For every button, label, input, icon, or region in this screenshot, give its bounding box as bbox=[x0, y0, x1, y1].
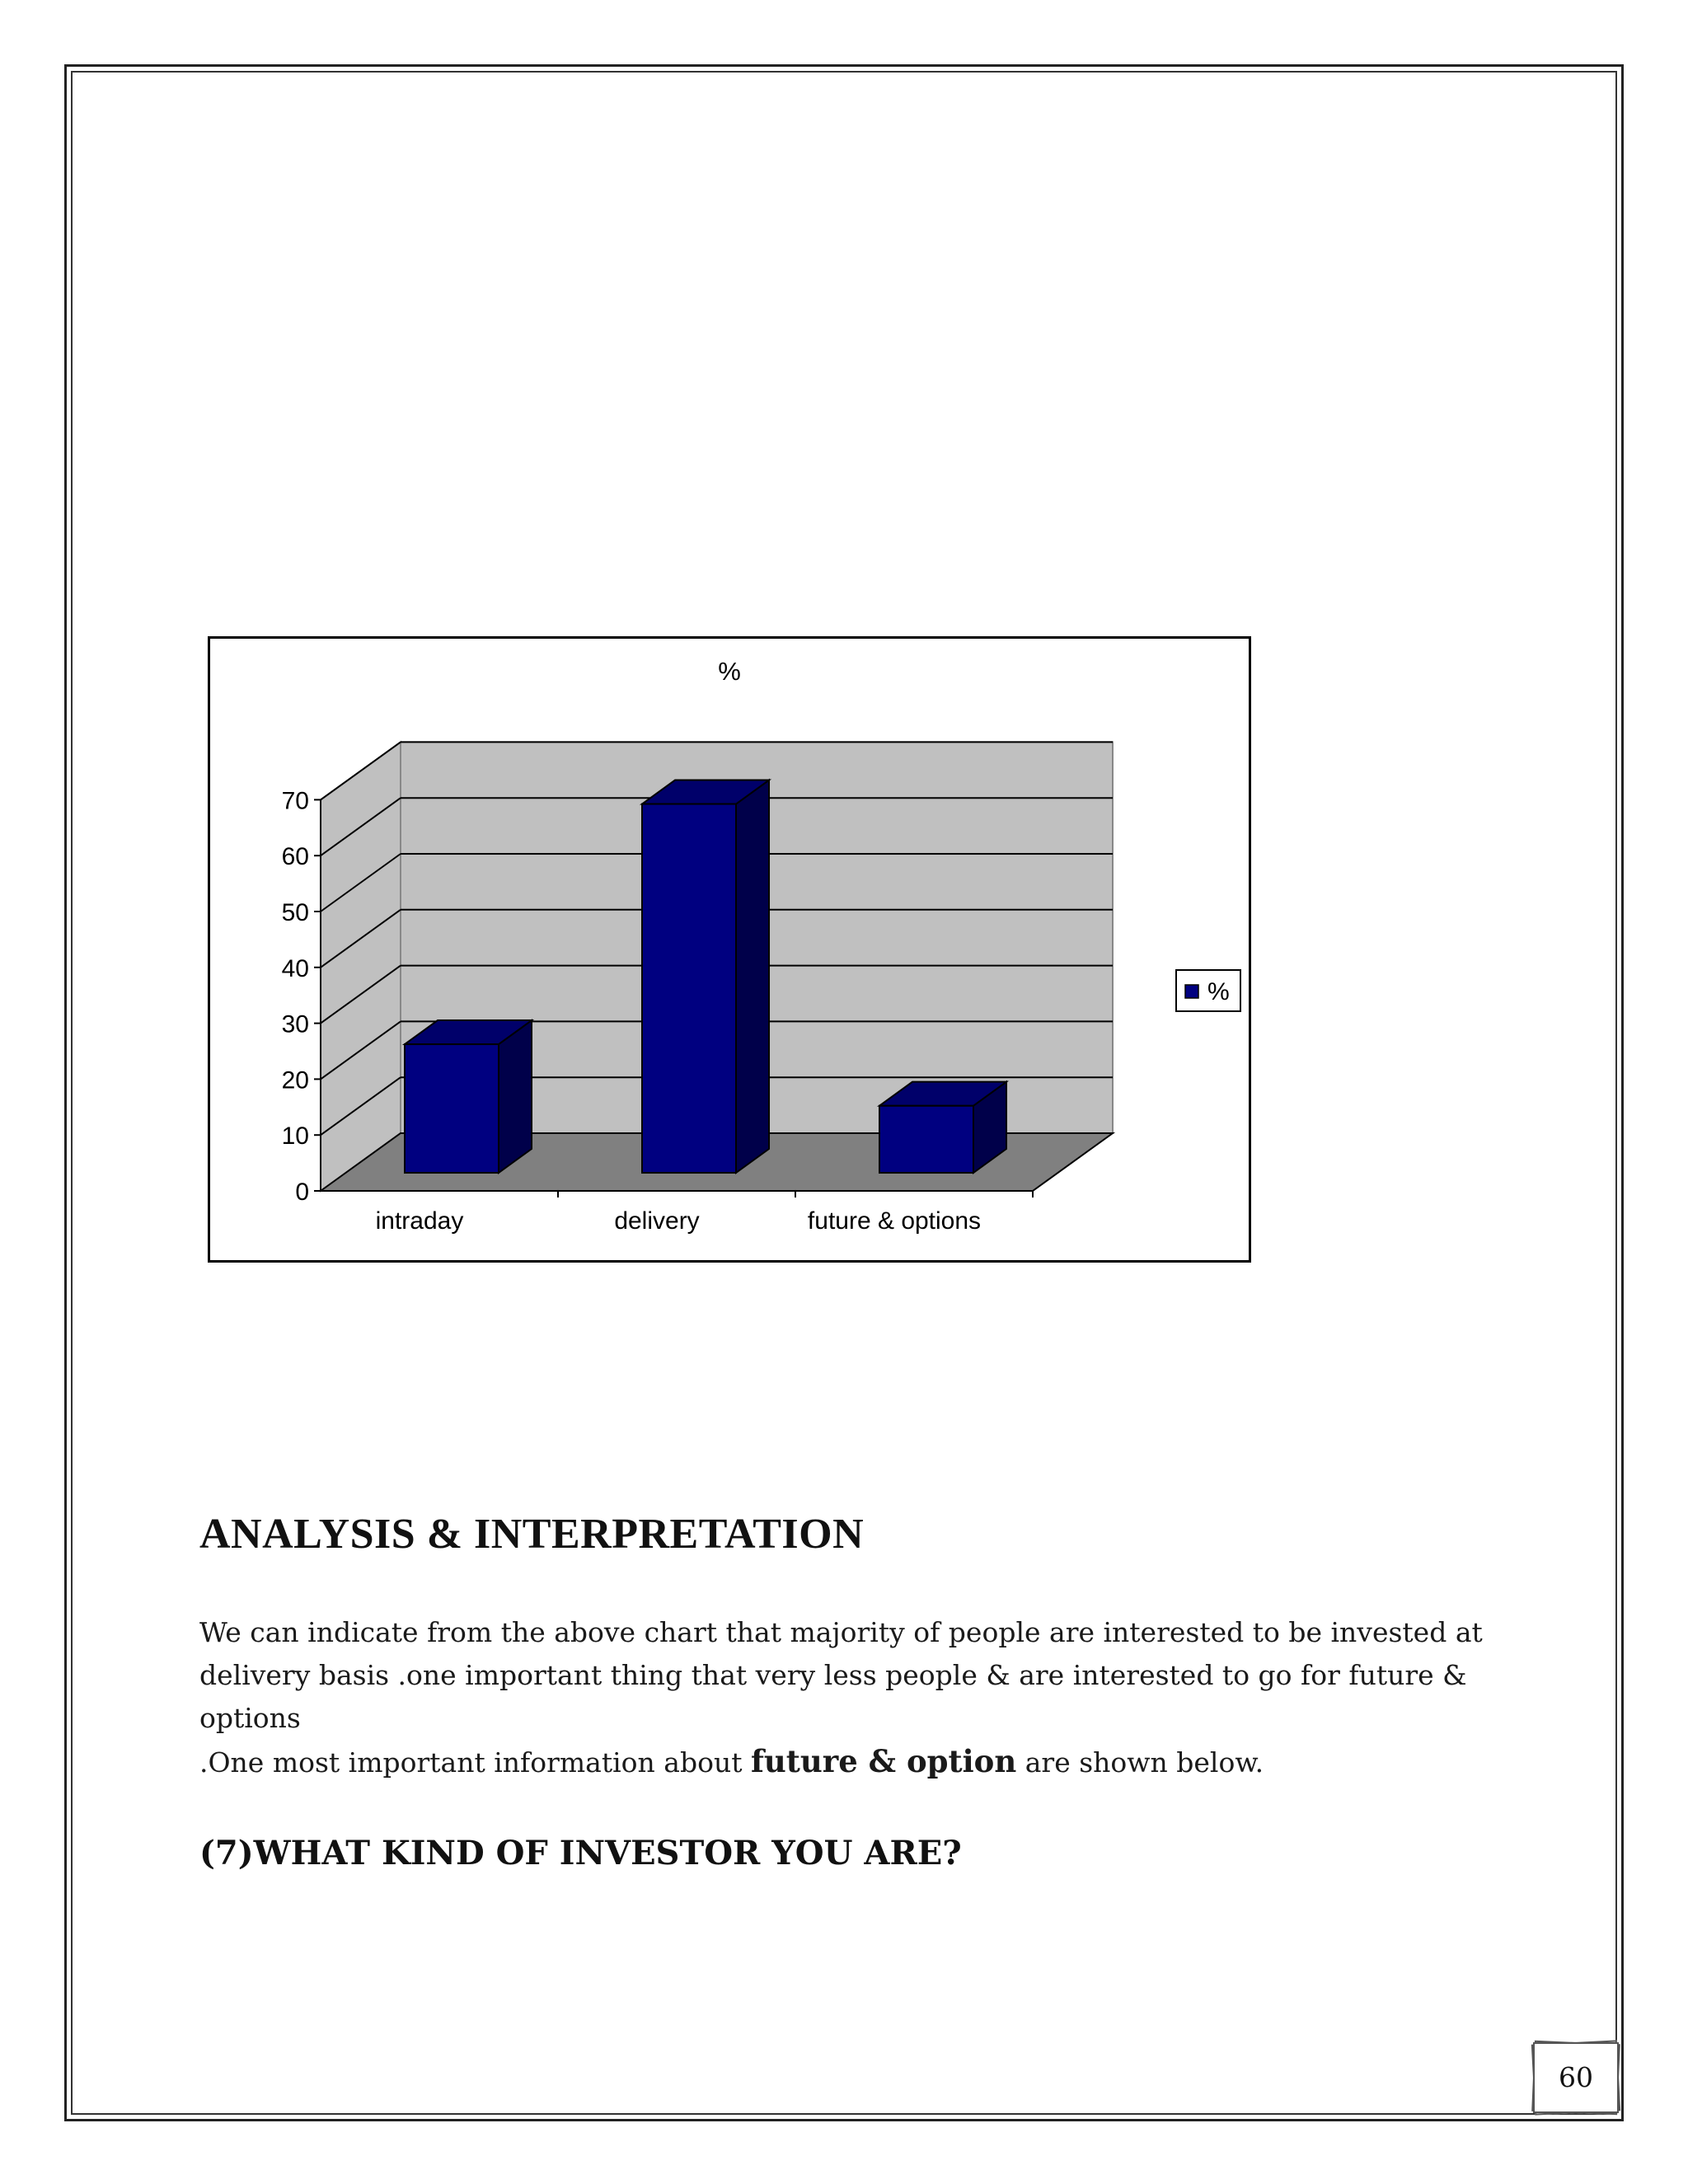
bar-side bbox=[736, 780, 769, 1173]
page-number: 60 bbox=[1559, 2061, 1593, 2093]
x-tick-label: delivery bbox=[614, 1207, 700, 1235]
bar-front bbox=[879, 1106, 973, 1173]
y-tick-label: 70 bbox=[281, 787, 309, 815]
legend-label: % bbox=[1207, 978, 1230, 1005]
legend-swatch bbox=[1185, 985, 1198, 998]
y-tick-label: 60 bbox=[281, 843, 309, 871]
y-tick-label: 10 bbox=[281, 1122, 309, 1151]
chart-legend bbox=[1176, 970, 1240, 1011]
analysis-line-3-end: are shown below. bbox=[1016, 1746, 1264, 1779]
chart-canvas bbox=[210, 639, 1249, 1260]
bar-front bbox=[642, 804, 736, 1173]
bar-chart bbox=[208, 636, 1251, 1263]
page-number-badge bbox=[1526, 2034, 1630, 2120]
bar-side bbox=[499, 1020, 532, 1173]
y-tick-label: 20 bbox=[281, 1066, 309, 1094]
y-tick-label: 0 bbox=[295, 1179, 309, 1206]
question-heading: (7)WHAT KIND OF INVESTOR YOU ARE? bbox=[199, 1834, 962, 1872]
chart-title: % bbox=[718, 657, 741, 686]
bar-front bbox=[405, 1044, 499, 1173]
side-wall bbox=[321, 742, 401, 1191]
analysis-line-1: We can indicate from the above chart that majority of people are interested to be invested at bbox=[199, 1616, 1483, 1648]
x-tick-label: future & options bbox=[807, 1207, 982, 1235]
y-tick-label: 50 bbox=[281, 899, 309, 926]
y-tick-label: 40 bbox=[281, 954, 309, 982]
analysis-line-2: delivery basis .one important thing that very less people & are interested to go for future & options bbox=[199, 1659, 1467, 1734]
y-tick-label: 30 bbox=[281, 1010, 309, 1038]
analysis-paragraph bbox=[199, 1611, 1485, 1784]
analysis-heading: ANALYSIS & INTERPRETATION bbox=[199, 1511, 865, 1558]
analysis-emphasis: future & option bbox=[750, 1743, 1017, 1779]
analysis-line-3-start: .One most important information about bbox=[199, 1746, 751, 1779]
x-tick-label: intraday bbox=[375, 1207, 464, 1235]
